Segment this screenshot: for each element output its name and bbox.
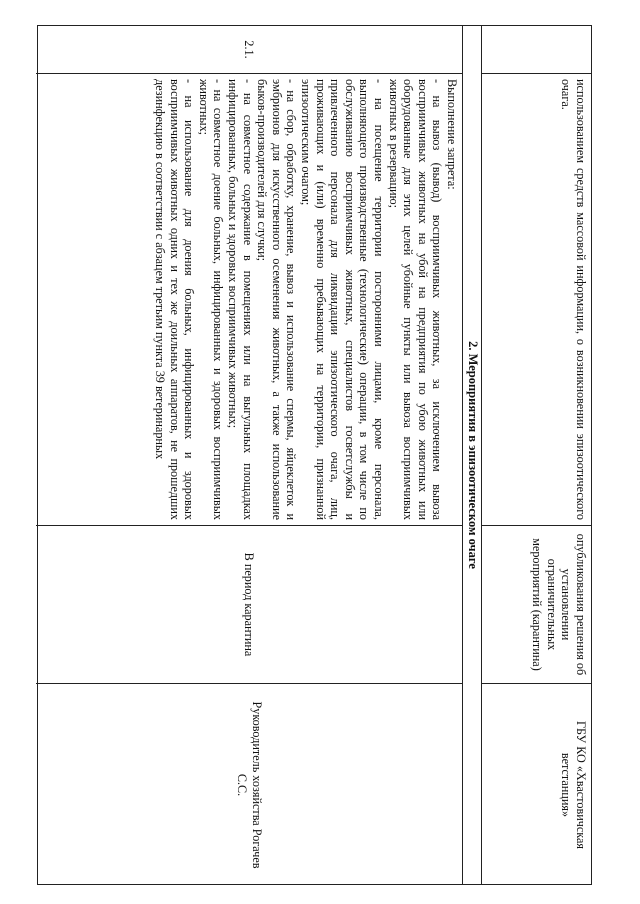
measure-text: использованием средств массовой информации, о возникновении эпизоотического очага. <box>559 79 588 520</box>
measure-line: - на посещение территории посторонними лицами, кроме персонала, выполняющего производственные (технологические) операции, в том числе по обслуживанию восприимчивых животных, специалистов госветслужбы и привлеченного персонала для ликвидации эпизоотического очага, лиц, проживающих и (или) временно пребывающих на территории, признанной эпизоотическим очагом; <box>299 79 387 520</box>
table-row <box>481 26 591 884</box>
responsible-text: Руководитель хозяйства Рогачев С.С. <box>235 701 264 869</box>
deadline-cell <box>36 526 462 684</box>
measure-line: - на вывоз (вывод) восприимчивых животных, за исключением вывоза восприимчивых животных на убой на предприятия по убою животных или оборудованные для этих целей убойные пункты или вывоза восприимчивых животных в резервацию; <box>386 79 445 520</box>
section-title: 2. Мероприятия в эпизоотическом очаге <box>466 341 480 569</box>
deadline-text: В период карантина <box>242 552 257 657</box>
measures-table <box>37 25 592 885</box>
measure-cell <box>36 74 462 526</box>
table-row <box>36 26 462 884</box>
deadline-cell <box>482 526 591 684</box>
row-number: 2.1. <box>242 40 257 59</box>
deadline-text: опубликования решения об установлении ограничительных мероприятий (карантина) <box>530 533 588 676</box>
measure-line: - на использование для доения больных, инфицированных и здоровых восприимчивых животных одних и тех же доильных аппаратов, не прошедших дезинфекцию в соответствии с абзацем третьим пункта 39 ветеринарных <box>153 79 197 520</box>
measure-line: - на сбор, обработку, хранение, вывоз и использование спермы, яйцеклеток и эмбрионов для искусственного осеменения животных, а также использование быков-производителей для случки; <box>255 79 299 520</box>
section-header-row <box>462 26 481 884</box>
number-cell <box>36 26 462 74</box>
measure-line: - на совместное содержание в помещениях или на выгульных площадках инфицированных, больных и здоровых восприимчивых животных; <box>226 79 255 520</box>
measure-line: - на совместное доение больных, инфицированных и здоровых восприимчивых животных; <box>196 79 226 520</box>
rotated-table-page <box>37 25 592 885</box>
measure-cell <box>482 74 591 526</box>
responsible-text: ГБУ КО «Хвастовичская ветстанция» <box>559 720 588 850</box>
measure-line: Выполнение запрета: <box>445 79 459 190</box>
number-cell <box>482 26 591 74</box>
responsible-cell <box>36 684 462 886</box>
responsible-cell <box>482 684 591 886</box>
